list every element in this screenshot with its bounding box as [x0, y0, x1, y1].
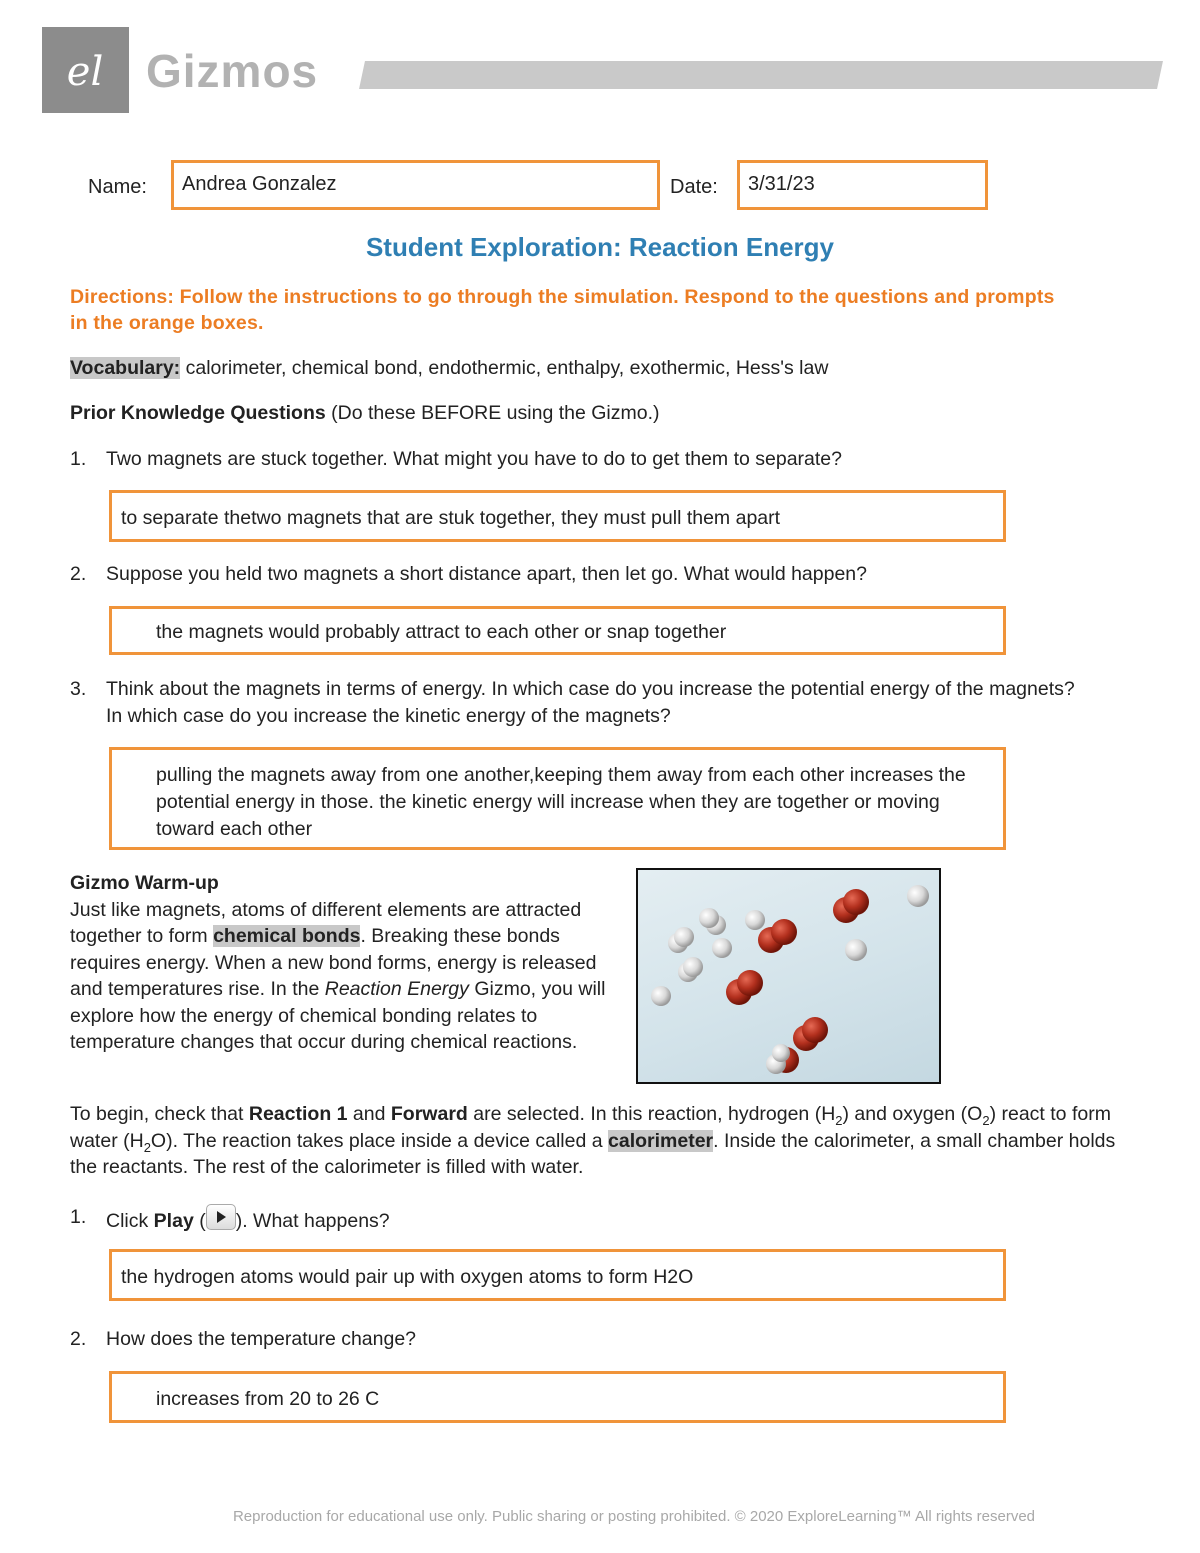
name-label: Name:: [88, 176, 147, 198]
question-text: Suppose you held two magnets a short distance apart, then let go. What would happen?: [106, 563, 867, 585]
question-item: [0, 1326, 1200, 1356]
text-segment: are selected. In this reaction, hydrogen (H: [473, 1103, 836, 1125]
play-icon[interactable]: [206, 1204, 236, 1230]
hydrogen-molecule: [907, 885, 929, 907]
question-number: 2.: [70, 563, 87, 585]
answer-box[interactable]: pulling the magnets away from one another,keeping them away from each other increases the potential energy in those. the kinetic energy will increase when they are together or moving toward each other: [109, 747, 1006, 850]
text-segment: O). The reaction takes place inside a device called a: [150, 1129, 603, 1152]
question-item: [0, 561, 1200, 591]
term-chemical-bonds: chemical bonds: [213, 925, 361, 947]
warmup-text-1: Just like magnets, atoms of different elements are attracted together to form: [70, 898, 582, 947]
prior-knowledge-title: Prior Knowledge Questions: [70, 402, 326, 424]
water-molecule: [766, 1044, 799, 1074]
logo-mark-icon: [42, 27, 129, 113]
question-number: 2.: [70, 1328, 87, 1350]
text-segment: ) and oxygen (O: [842, 1103, 983, 1125]
question-item: [0, 676, 1200, 732]
text-segment: ) react to form water (H: [70, 1103, 1111, 1152]
play-label: Play: [153, 1210, 194, 1232]
molecules-illustration: [638, 870, 939, 1082]
term-calorimeter: calorimeter: [608, 1129, 714, 1152]
question-text: Think about the magnets in terms of energy. In which case do you increase the potential energy of the magnets? In which case do you increase the kinetic energy of the magnets?: [106, 678, 1075, 727]
text-segment: (: [199, 1210, 206, 1232]
question-item: [0, 1204, 1200, 1236]
name-field[interactable]: Andrea Gonzalez: [171, 160, 660, 210]
warmup-text-2: . Breaking these bonds requires energy. When a new bond forms, energy is released and temperatures rise. In the: [70, 925, 597, 1000]
answer-box[interactable]: increases from 20 to 26 C: [109, 1371, 1006, 1423]
question-text: [106, 1204, 1096, 1235]
text-segment: ). What happens?: [235, 1210, 390, 1232]
reaction-simulation-image: [636, 868, 941, 1084]
header-stripe: [359, 61, 1163, 89]
text-segment: To begin, check that: [70, 1103, 244, 1125]
warmup-text-3: Gizmo, you will explore how the energy of chemical bonding relates to temperature changes that occur during chemical reactions.: [70, 978, 606, 1053]
hydrogen-molecule: [651, 986, 671, 1006]
answer-box[interactable]: the hydrogen atoms would pair up with oxygen atoms to form H2O: [109, 1249, 1006, 1301]
hydrogen-molecule: [845, 939, 867, 961]
vocabulary-terms: calorimeter, chemical bond, endothermic, enthalpy, exothermic, Hess's law: [185, 357, 829, 379]
page-title: Student Exploration: Reaction Energy: [365, 232, 835, 262]
subscript: 2: [143, 1139, 151, 1155]
brand-name: Gizmos: [146, 45, 319, 97]
question-item: [0, 446, 1200, 476]
warmup-heading: Gizmo Warm-up: [70, 872, 219, 894]
vocabulary: [70, 355, 1120, 382]
subscript: 2: [835, 1112, 843, 1128]
question-number: 1.: [70, 448, 87, 470]
text-segment: and: [352, 1103, 386, 1125]
warmup-italic: Reaction Energy: [324, 978, 469, 1000]
question-number: 1.: [70, 1206, 87, 1228]
explorelearning-logo: [42, 27, 129, 113]
subscript: 2: [982, 1112, 990, 1128]
text-segment: . Inside the calorimeter, a small chamber holds the reactants. The rest of the calorimeter is filled with water.: [70, 1129, 1116, 1178]
footer-copyright: Reproduction for educational use only. Public sharing or posting prohibited. © 2020 ExploreLearning™ All rights reserved: [232, 1508, 1036, 1525]
reaction-1-label: Reaction 1: [248, 1103, 348, 1125]
instructions-paragraph: [70, 1101, 1120, 1181]
answer-box[interactable]: to separate thetwo magnets that are stuk together, they must pull them apart: [109, 490, 1006, 542]
question-number: 3.: [70, 678, 87, 700]
directions: Directions: Follow the instructions to go through the simulation. Respond to the questions and prompts in the orange boxes.: [70, 286, 1055, 334]
hydrogen-molecule: [699, 908, 726, 935]
hydrogen-molecule: [678, 957, 703, 982]
question-text: Two magnets are stuck together. What might you have to do to get them to separate?: [106, 448, 843, 470]
answer-box[interactable]: the magnets would probably attract to each other or snap together: [109, 606, 1006, 655]
text-segment: Click: [106, 1210, 149, 1232]
logo-text: el: [66, 49, 104, 95]
hydrogen-molecule: [668, 927, 694, 953]
prior-knowledge-heading: [70, 400, 1120, 427]
oxygen-molecule: [793, 1017, 828, 1051]
oxygen-molecule: [833, 889, 869, 923]
vocabulary-label: Vocabulary:: [70, 357, 181, 379]
question-text: How does the temperature change?: [106, 1328, 417, 1350]
oxygen-molecule: [726, 970, 763, 1005]
warmup-section: [70, 870, 625, 1056]
date-label: Date:: [670, 176, 718, 198]
date-field[interactable]: 3/31/23: [737, 160, 988, 210]
prior-knowledge-note: (Do these BEFORE using the Gizmo.): [331, 402, 660, 424]
forward-label: Forward: [390, 1103, 468, 1125]
